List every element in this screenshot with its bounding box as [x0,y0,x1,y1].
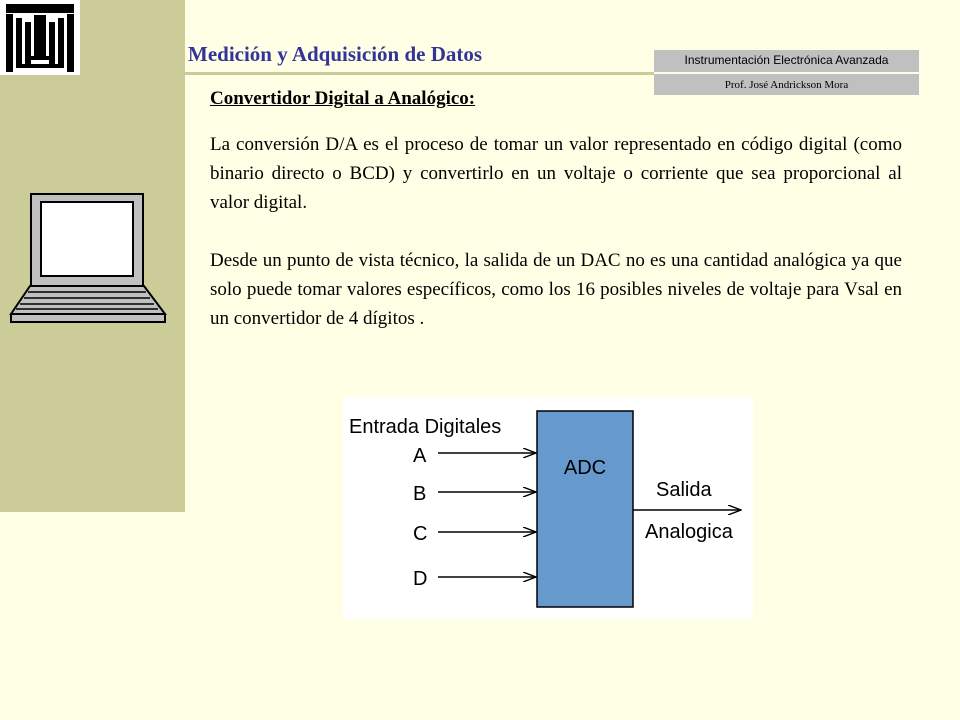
input-label-b: B [413,483,427,505]
output-label-analogica: Analogica [645,521,733,543]
course-divider [654,72,919,74]
laptop-illustration [8,190,170,331]
section-title: Convertidor Digital a Analógico: [210,88,476,109]
laptop-icon [8,190,170,326]
course-info-box [654,50,919,95]
output-label-salida: Salida [656,479,712,501]
adc-block [537,411,633,607]
dac-block-diagram [343,397,753,624]
inputs-label: Entrada Digitales [349,416,502,438]
logo [0,0,80,75]
input-label-d: D [413,568,428,590]
adc-block-label: ADC [563,457,607,479]
slide-title: Medición y Adquisición de Datos [188,42,483,66]
institution-logo-icon [0,0,80,75]
input-label-a: A [413,445,427,467]
professor-name: Prof. José Andrickson Mora [724,79,849,91]
paragraph-technical: Desde un punto de vista técnico, la salida de un DAC no es una cantidad analógica ya que solo puede tomar valores específicos, como los 16 posibles niveles de voltaje para Vsal en un convertidor de 4 dígitos . [210,250,902,329]
header-rule [80,72,654,75]
course-name: Instrumentación Electrónica Avanzada [684,53,889,67]
paragraph-definition: La conversión D/A es el proceso de tomar un valor representado en código digital (como binario directo o BCD) y convertirlo en un voltaje o corriente que sea proporcional al valor digital. [210,134,902,213]
input-label-c: C [413,523,428,545]
